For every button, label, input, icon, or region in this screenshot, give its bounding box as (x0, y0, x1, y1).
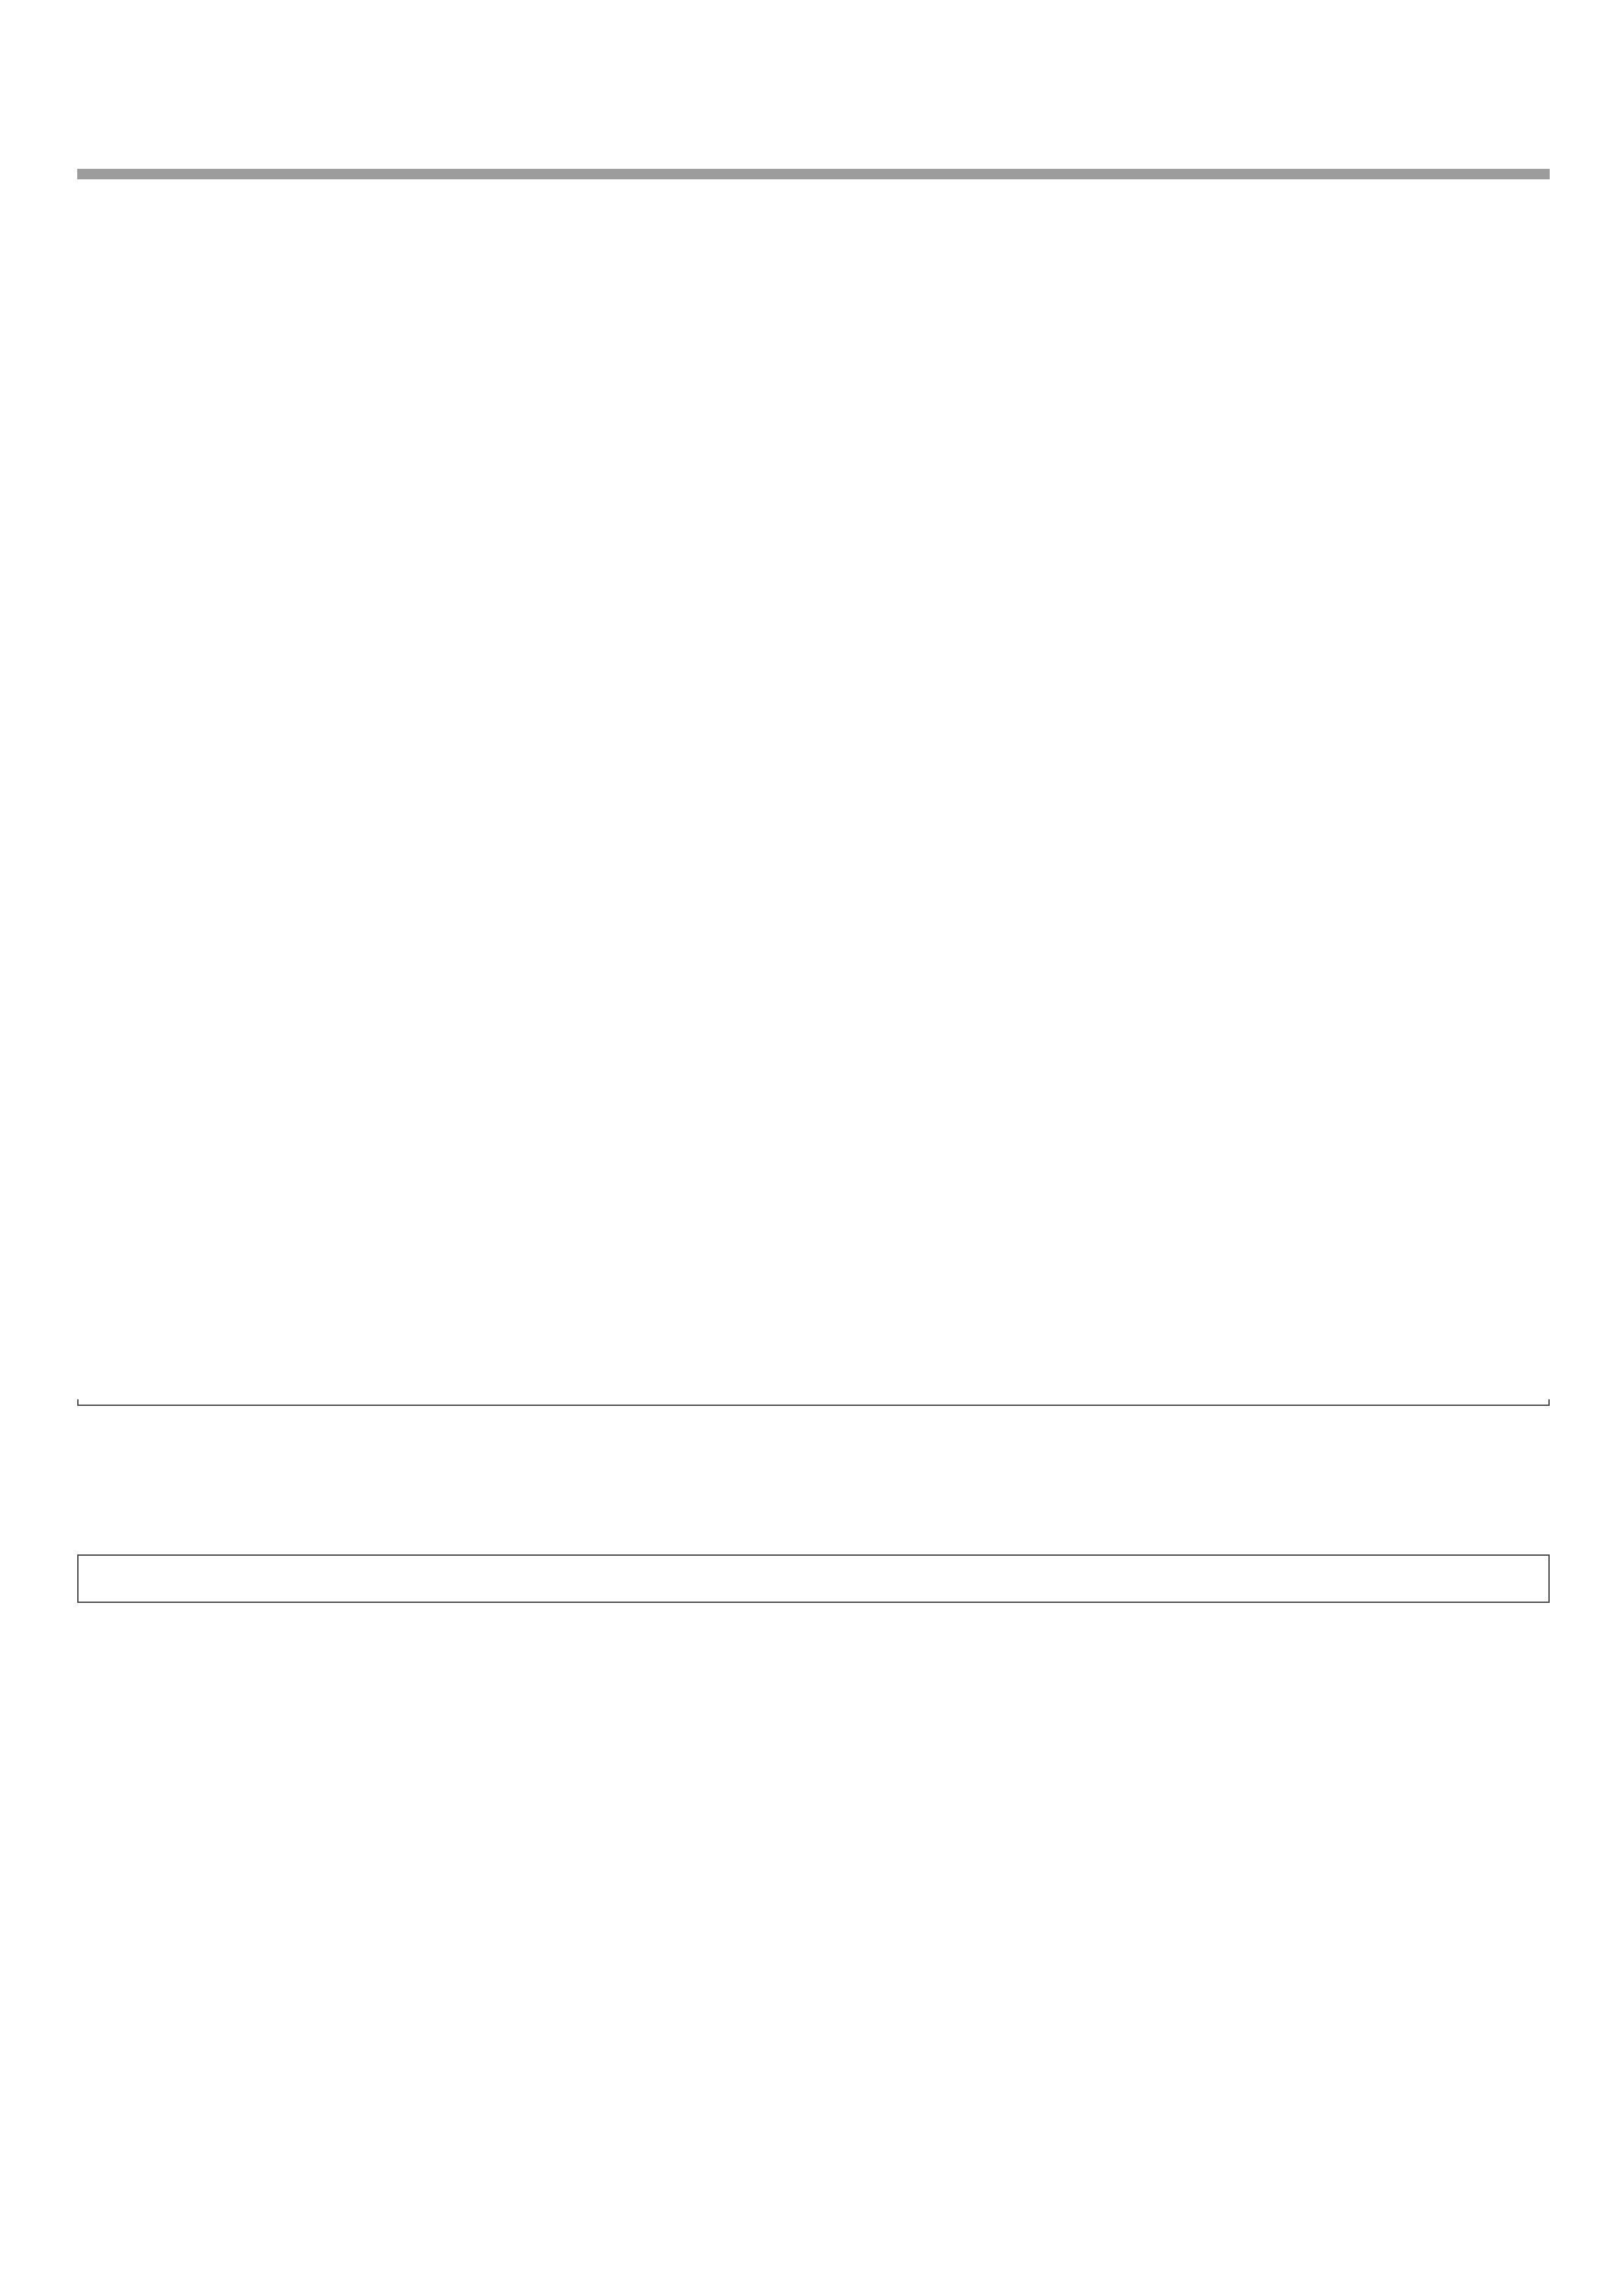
header-rule (77, 169, 1550, 179)
legal-notes (77, 1399, 1550, 1406)
predios-table-1 (77, 204, 1550, 404)
predios-table-2 (77, 1612, 1550, 1806)
table-2-title-box (77, 1554, 1550, 1603)
